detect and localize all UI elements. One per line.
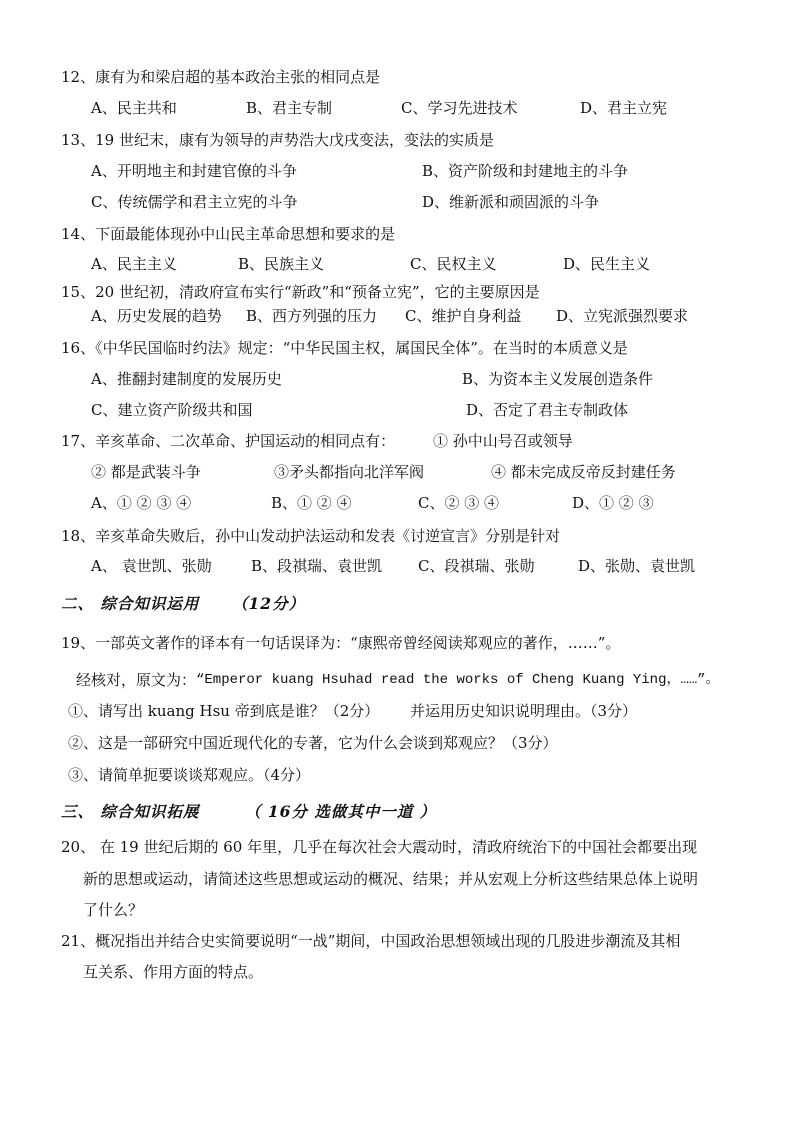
q15-option-b: B、西方列强的压力 bbox=[246, 307, 378, 325]
section-2-title: 二、 综合知识运用 bbox=[61, 594, 200, 613]
q17-item-1: ① 孙中山号召或领导 bbox=[433, 432, 573, 450]
question-14-stem: 14、下面最能体现孙中山民主革命思想和要求的是 bbox=[61, 225, 396, 243]
question-19-stem: 19、一部英文著作的译本有一句话误译为：“康熙帝曾经阅读郑观应的著作，……”。 bbox=[61, 634, 621, 652]
q18-option-b: B、段祺瑞、袁世凯 bbox=[251, 557, 383, 575]
question-12-stem: 12、康有为和梁启超的基本政治主张的相同点是 bbox=[61, 68, 381, 86]
q15-option-c: C、维护自身利益 bbox=[405, 307, 522, 325]
q14-option-c: C、民权主义 bbox=[410, 255, 497, 273]
question-21-line-1: 21、概况指出并结合史实简要说明“一战”期间，中国政治思想领域出现的几股进步潮流及其相 bbox=[61, 932, 681, 950]
q19-sub-question-2: ②、这是一部研究中国近现代化的专著，它为什么会谈到郑观应？（3分） bbox=[68, 734, 558, 752]
q17-item-3: ③矛头都指向北洋军阀 bbox=[274, 463, 425, 481]
q12-option-d: D、君主立宪 bbox=[580, 99, 668, 117]
section-3-score: （ 16分 选做其中一道 ） bbox=[245, 802, 437, 821]
q14-option-a: A、民主主义 bbox=[91, 255, 177, 273]
q16-option-b: B、为资本主义发展创造条件 bbox=[462, 370, 654, 388]
q13-option-b: B、资产阶级和封建地主的斗争 bbox=[422, 162, 629, 180]
q17-item-4: ④ 都未完成反帝反封建任务 bbox=[491, 463, 676, 481]
q18-option-d: D、张勋、袁世凯 bbox=[578, 557, 696, 575]
q15-option-d: D、立宪派强烈要求 bbox=[556, 307, 689, 325]
q12-option-b: B、君主专制 bbox=[246, 99, 333, 117]
q16-option-a: A、推翻封建制度的发展历史 bbox=[91, 370, 282, 388]
q17-item-2: ② 都是武装斗争 bbox=[91, 463, 201, 481]
q17-option-b: B、① ② ④ bbox=[271, 494, 352, 512]
q19-check-prefix: 经核对，原文为： bbox=[76, 671, 197, 689]
q17-option-c: C、② ③ ④ bbox=[418, 494, 500, 512]
q19-sub-question-1-b: 并运用历史知识说明理由。（3分） bbox=[410, 702, 638, 720]
question-15-stem: 15、20 世纪初，清政府宣布实行“新政”和“预备立宪”，它的主要原因是 bbox=[61, 283, 540, 301]
section-3-title: 三、 综合知识拓展 bbox=[61, 802, 200, 821]
question-16-stem: 16、《中华民国临时约法》规定：“中华民国主权，属国民全体”。在当时的本质意义是 bbox=[61, 339, 628, 357]
question-20-line-1: 20、 在 19 世纪后期的 60 年里，几乎在每次社会大震动时，清政府统治下的中国社会都要出现 bbox=[61, 838, 698, 856]
q13-option-d: D、维新派和顽固派的斗争 bbox=[422, 193, 600, 211]
q14-option-d: D、民生主义 bbox=[563, 255, 651, 273]
question-21-line-2: 互关系、作用方面的特点。 bbox=[83, 963, 264, 981]
q17-option-a: A、① ② ③ ④ bbox=[91, 494, 192, 512]
question-18-stem: 18、辛亥革命失败后，孙中山发动护法运动和发表《讨逆宣言》分别是针对 bbox=[61, 527, 561, 545]
section-2-score: （12分） bbox=[232, 594, 306, 613]
q12-option-c: C、学习先进技术 bbox=[401, 99, 518, 117]
q15-option-a: A、历史发展的趋势 bbox=[91, 307, 222, 325]
q16-option-c: C、建立资产阶级共和国 bbox=[91, 401, 253, 419]
q19-sub-question-3: ③、请简单扼要谈谈郑观应。（4分） bbox=[68, 766, 311, 784]
q18-option-c: C、段祺瑞、张勋 bbox=[418, 557, 535, 575]
question-17-stem: 17、辛亥革命、二次革命、护国运动的相同点有： bbox=[61, 432, 396, 450]
q13-option-c: C、传统儒学和君主立宪的斗争 bbox=[91, 193, 298, 211]
q12-option-a: A、民主共和 bbox=[91, 99, 177, 117]
q16-option-d: D、否定了君主专制政体 bbox=[466, 401, 629, 419]
question-20-line-2: 新的思想或运动，请简述这些思想或运动的概况、结果；并从宏观上分析这些结果总体上说明 bbox=[83, 870, 699, 888]
question-20-line-3: 了什么？ bbox=[83, 901, 144, 919]
q17-option-d: D、① ② ③ bbox=[572, 494, 654, 512]
q13-option-a: A、开明地主和封建官僚的斗争 bbox=[91, 162, 297, 180]
q18-option-a: A、 袁世凯、张勋 bbox=[91, 557, 212, 575]
q19-original-quote: “Emperor kuang Hsuhad read the works of Cheng Kuang Ying，……”。 bbox=[196, 672, 720, 688]
q14-option-b: B、民族主义 bbox=[238, 255, 325, 273]
q19-sub-question-1: ①、请写出 kuang Hsu 帝到底是谁？（2分） bbox=[68, 702, 380, 720]
question-13-stem: 13、19 世纪末，康有为领导的声势浩大戊戌变法，变法的实质是 bbox=[61, 131, 494, 149]
